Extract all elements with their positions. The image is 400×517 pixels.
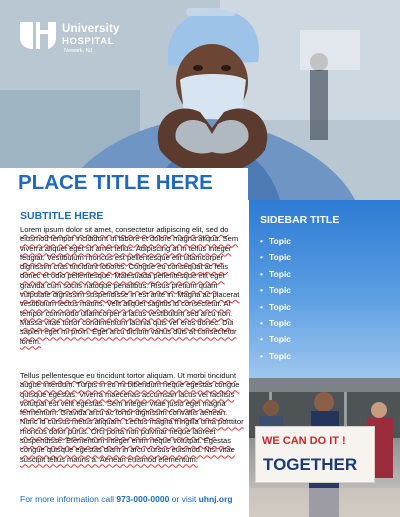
logo-university-text: University: [62, 23, 120, 35]
sidebar-topic: • Topic: [260, 252, 292, 263]
sidebar-topic: • Topic: [260, 317, 292, 328]
sidebar-topic: • Topic: [260, 350, 292, 361]
sign-slogan: WE CAN DO IT !: [262, 435, 346, 447]
body-paragraph-1: Lorem ipsum dolor sit amet, consectetur adipiscing elit, sed do eiusmod tempor incididunt ut labore et dolore magna aliqua. Sem viverra aliquet eget sit amet tellus. Adipiscing at in tellus integer feugiat. Vestibulum rhoncus est pellentesque elit ullamcorper dignissim cras tincidunt lobortis. Congue eu consequat ac felis donec et odio pellentesque. Malesuada pellentesque elit eget gravida cum sociis natoque penatibus. Risus pretium quam vulputate dignissim suspendisse in est ante in. Magna ac placerat vestibulum lectus mauris. Velit aliquet sagittis id consectetur. At tempor commodo ullamcorper a lacus vestibulum sed arcu non. Massa vitae tortor condimentum lacinia quis vel eros donec. Dui sapien eget mi proin. Eget arcu dictum varius duis at consectetur lorem.: [20, 225, 240, 346]
staff-photo: [249, 378, 400, 517]
sidebar-topic: • Topic: [260, 285, 292, 296]
sidebar: [249, 200, 400, 378]
logo-hospital-text: HOSPITAL: [62, 36, 115, 47]
body-paragraph-2: Tellus pellentesque eu tincidunt tortor aliquam. Ut morbi tincidunt augue interdum. Turpis in eu mi bibendum neque egestas congue quisque egestas. Viverra maecenas accumsan lacus vel facilisis volutpat est velit egestas. Sem integer vitae justo eget magna fermentum. Gravida arcu ac tortor dignissim convallis aenean. Nunc id cursus metus aliquam. Lectus magna fringilla urna porttitor rhoncus dolor purus. Orci porta non pulvinar neque laoreet suspendisse. Elementum integer enim neque volutpat. Egestas congue quisque egestas diam in arcu cursus euismod. Nisi vitae suscipit tellus mauris a. Aenean euismod elementum.: [20, 371, 244, 464]
hospital-logo-mark: [18, 18, 58, 50]
sidebar-topic-list: [260, 233, 291, 364]
sidebar-topic: • Topic: [260, 301, 292, 312]
contact-footer: [20, 494, 260, 504]
sign-together: TOGETHER: [263, 455, 358, 474]
we-can-do-it-sign: [255, 426, 375, 483]
footer-phone[interactable]: 973-000-0000: [116, 494, 170, 504]
page-subtitle: SUBTITLE HERE: [20, 210, 104, 222]
page-title: PLACE TITLE HERE: [18, 171, 213, 194]
sidebar-topic: • Topic: [260, 236, 292, 246]
sidebar-title: SIDEBAR TITLE: [260, 214, 340, 226]
footer-prefix: For more information call: [20, 494, 117, 504]
footer-url-link[interactable]: uhnj.org: [198, 494, 233, 504]
footer-middle: or visit: [169, 494, 199, 504]
sidebar-topic: • Topic: [260, 268, 292, 279]
logo-location: Newark, NJ: [64, 48, 93, 54]
sidebar-topic: • Topic: [260, 334, 292, 345]
